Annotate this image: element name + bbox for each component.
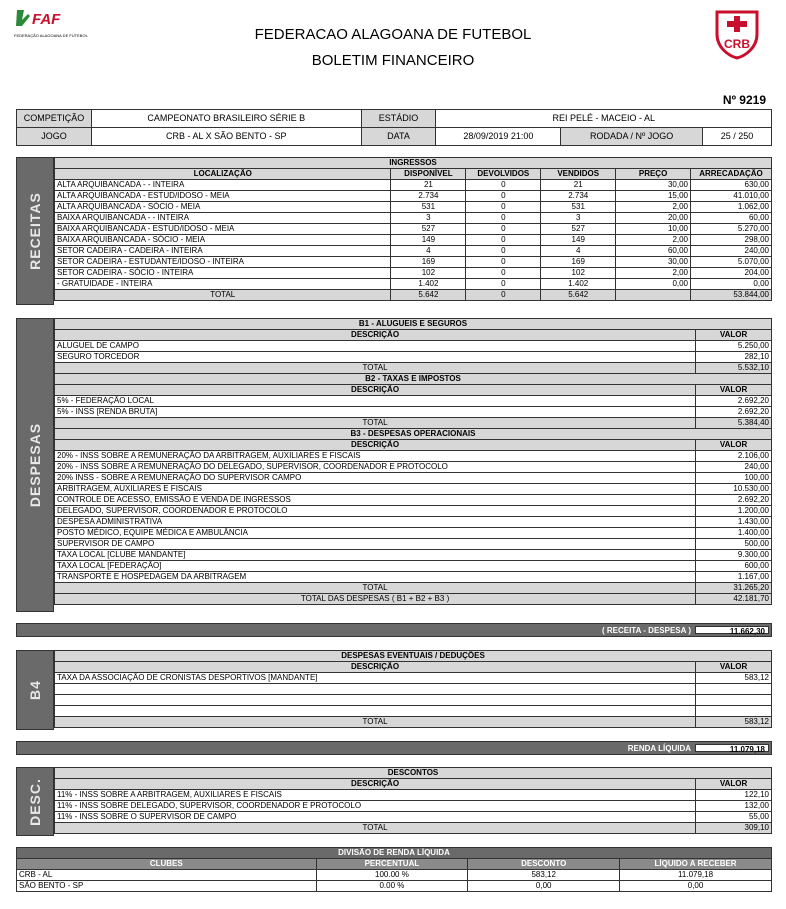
saldo-value: 11.662,30	[695, 626, 769, 634]
receitas-cell: BAIXA ARQUIBANCADA - - INTEIRA	[55, 213, 391, 224]
renda-liquida-value: 11.079,18	[695, 744, 769, 752]
bulletin-number: Nº 9219	[722, 93, 766, 107]
receitas-total-cell: 5.642	[391, 290, 466, 301]
desconto-descricao: 11% - INSS SOBRE DELEGADO, SUPERVISOR, COORDENADOR E PROTOCOLO	[55, 801, 696, 812]
b4-valor	[696, 684, 772, 695]
receitas-cell: 0	[466, 191, 541, 202]
despesa-descricao: 5% - INSS [RENDA BRUTA]	[55, 407, 696, 418]
receitas-cell: 2,00	[616, 268, 691, 279]
total-label: TOTAL	[55, 418, 696, 429]
despesa-descricao: CONTROLE DE ACESSO, EMISSÃO E VENDA DE INGRESSOS	[55, 495, 696, 506]
total-value: 309,10	[696, 823, 772, 834]
receitas-row	[55, 191, 772, 202]
jogo-label: JOGO	[17, 128, 92, 146]
total-value: 5.532,10	[696, 363, 772, 374]
despesa-valor: 5.250,00	[696, 341, 772, 352]
divisao-cell: 0,00	[620, 881, 772, 892]
receitas-cell: 2.734	[391, 191, 466, 202]
descontos-title: DESCONTOS	[55, 768, 772, 779]
despesas-table	[54, 318, 772, 605]
descontos-table	[54, 767, 772, 834]
despesas-b3-total-row	[55, 583, 772, 594]
crb-crest-icon	[713, 8, 761, 60]
receitas-cell: 1.062,00	[691, 202, 772, 213]
valor-header: VALOR	[696, 779, 772, 790]
receitas-cell: 527	[391, 224, 466, 235]
receitas-cell: 30,00	[616, 257, 691, 268]
receitas-cell: 0	[466, 279, 541, 290]
b4-valor: 583,12	[696, 673, 772, 684]
rodada-value: 25 / 250	[703, 128, 772, 146]
jogo-value: CRB - AL X SÃO BENTO - SP	[91, 128, 361, 146]
saldo-bar	[16, 623, 772, 637]
total-value: 5.384,40	[696, 418, 772, 429]
total-label: TOTAL	[55, 823, 696, 834]
receitas-cell: 0,00	[691, 279, 772, 290]
despesas-b1-title: B1 - ALUGUEIS E SEGUROS	[55, 319, 772, 330]
receitas-col-header: VENDIDOS	[541, 169, 616, 180]
despesa-valor: 1.200,00	[696, 506, 772, 517]
b4-descricao	[55, 684, 696, 695]
receitas-cell: 60,00	[691, 213, 772, 224]
b4-valor	[696, 706, 772, 717]
receitas-col-header: DEVOLVIDOS	[466, 169, 541, 180]
receitas-col-header: ARRECADAÇÃO	[691, 169, 772, 180]
receitas-cell: 2.734	[541, 191, 616, 202]
b4-table	[54, 650, 772, 728]
despesa-descricao: ARBITRAGEM, AUXILIARES E FISCAIS	[55, 484, 696, 495]
total-label: TOTAL	[55, 583, 696, 594]
despesas-b3-header-row	[55, 440, 772, 451]
receitas-cell: 2,00	[616, 235, 691, 246]
receitas-cell: BAIXA ARQUIBANCADA - SÓCIO - MEIA	[55, 235, 391, 246]
b4-row	[55, 673, 772, 684]
page-title: FEDERACAO ALAGOANA DE FUTEBOL	[254, 26, 532, 43]
receitas-cell: 531	[391, 202, 466, 213]
receitas-cell: 5.070,00	[691, 257, 772, 268]
receitas-cell: 0,00	[616, 279, 691, 290]
despesas-b1-total-row	[55, 363, 772, 374]
receitas-cell: 60,00	[616, 246, 691, 257]
receitas-cell: 41.010,00	[691, 191, 772, 202]
despesas-b2-header-row	[55, 385, 772, 396]
divisao-cell: SÃO BENTO - SP	[17, 881, 317, 892]
despesa-valor: 1.167,00	[696, 572, 772, 583]
despesa-valor: 600,00	[696, 561, 772, 572]
despesas-b3-row	[55, 572, 772, 583]
despesas-b3-row	[55, 484, 772, 495]
b4-side-label: B4	[16, 650, 54, 730]
logo-text: FAF	[32, 11, 61, 28]
receitas-cell: SETOR CADEIRA - CADEIRA - INTEIRA	[55, 246, 391, 257]
receitas-cell: 149	[391, 235, 466, 246]
estadio-value: REI PELÉ - MACEIO - AL	[436, 110, 772, 128]
receitas-cell: 0	[466, 246, 541, 257]
divisao-cell: 0,00	[468, 881, 620, 892]
descontos-row	[55, 801, 772, 812]
despesa-valor: 1.430,00	[696, 517, 772, 528]
receitas-title: INGRESSOS	[55, 158, 772, 169]
despesa-valor: 9.300,00	[696, 550, 772, 561]
b4-title: DESPESAS EVENTUAIS / DEDUÇÕES	[55, 651, 772, 662]
receitas-cell: 149	[541, 235, 616, 246]
despesa-descricao: DELEGADO, SUPERVISOR, COORDENADOR E PROTOCOLO	[55, 506, 696, 517]
saldo-label: ( RECEITA - DESPESA )	[601, 626, 691, 635]
receitas-row	[55, 224, 772, 235]
descricao-header: DESCRIÇÃO	[55, 440, 696, 451]
receitas-cell: 10,00	[616, 224, 691, 235]
divisao-cell: 0.00 %	[316, 881, 468, 892]
receitas-cell: 0	[466, 202, 541, 213]
renda-liquida-label: RENDA LÍQUIDA	[627, 744, 691, 753]
descontos-row	[55, 790, 772, 801]
receitas-cell: 204,00	[691, 268, 772, 279]
receitas-cell: 4	[541, 246, 616, 257]
valor-header: VALOR	[696, 330, 772, 341]
receitas-cell: 20,00	[616, 213, 691, 224]
receitas-cell: 102	[541, 268, 616, 279]
divisao-col-header: CLUBES	[17, 859, 317, 870]
receitas-cell: 30,00	[616, 180, 691, 191]
despesa-descricao: TAXA LOCAL [CLUBE MANDANTE]	[55, 550, 696, 561]
b4-descricao: TAXA DA ASSOCIAÇÃO DE CRONISTAS DESPORTIVOS [MANDANTE]	[55, 673, 696, 684]
despesa-descricao: 20% - INSS SOBRE A REMUNERAÇÃO DA ARBITRAGEM, AUXILIARES E FISCAIS	[55, 451, 696, 462]
data-label: DATA	[361, 128, 436, 146]
descontos-total-row	[55, 823, 772, 834]
despesas-b2-row	[55, 407, 772, 418]
despesa-descricao: 20% INSS - SOBRE A REMUNERAÇÃO DO SUPERVISOR CAMPO	[55, 473, 696, 484]
descricao-header: DESCRIÇÃO	[55, 779, 696, 790]
receitas-row	[55, 268, 772, 279]
receitas-row	[55, 257, 772, 268]
despesas-side-label: DESPESAS	[16, 318, 54, 612]
despesas-b2-total-row	[55, 418, 772, 429]
despesa-descricao: SEGURO TORCEDOR	[55, 352, 696, 363]
desconto-descricao: 11% - INSS SOBRE A ARBITRAGEM, AUXILIARES E FISCAIS	[55, 790, 696, 801]
receitas-table	[54, 157, 772, 301]
despesas-b1-row	[55, 352, 772, 363]
b4-descricao	[55, 695, 696, 706]
receitas-cell: BAIXA ARQUIBANCADA - ESTUD/IDOSO - MEIA	[55, 224, 391, 235]
despesas-b2-title: B2 - TAXAS E IMPOSTOS	[55, 374, 772, 385]
despesas-b2-title-row	[55, 374, 772, 385]
receitas-cell: 0	[466, 268, 541, 279]
despesas-b1-row	[55, 341, 772, 352]
despesa-valor: 1.400,00	[696, 528, 772, 539]
receitas-cell: - GRATUIDADE - INTEIRA	[55, 279, 391, 290]
receitas-cell: 3	[541, 213, 616, 224]
receitas-cell: 0	[466, 180, 541, 191]
receitas-row	[55, 202, 772, 213]
receitas-cell: 630,00	[691, 180, 772, 191]
receitas-cell: 15,00	[616, 191, 691, 202]
b4-total-row	[55, 717, 772, 728]
receitas-cell: 1.402	[541, 279, 616, 290]
despesas-b3-row	[55, 451, 772, 462]
receitas-total-cell: 5.642	[541, 290, 616, 301]
receitas-cell: 1.402	[391, 279, 466, 290]
divisao-cell: 583,12	[468, 870, 620, 881]
receitas-cell: ALTA ARQUIBANCADA - ESTUD/IDOSO - MEIA	[55, 191, 391, 202]
divisao-table	[16, 847, 772, 892]
despesas-b3-row	[55, 495, 772, 506]
despesa-valor: 2.692,20	[696, 407, 772, 418]
receitas-cell: 21	[541, 180, 616, 191]
receitas-header-row	[55, 169, 772, 180]
total-value: 31.265,20	[696, 583, 772, 594]
valor-header: VALOR	[696, 385, 772, 396]
despesas-b3-row	[55, 517, 772, 528]
receitas-cell: ALTA ARQUIBANCADA - SÓCIO - MEIA	[55, 202, 391, 213]
receitas-cell: 0	[466, 257, 541, 268]
despesa-descricao: 20% - INSS SOBRE A REMUNERAÇÃO DO DELEGADO, SUPERVISOR, COORDENADOR E PROTOCOLO	[55, 462, 696, 473]
divisao-title: DIVISÃO DE RENDA LÍQUIDA	[17, 848, 772, 859]
b4-descricao	[55, 706, 696, 717]
b4-row	[55, 695, 772, 706]
despesa-valor: 282,10	[696, 352, 772, 363]
despesa-valor: 10.530,00	[696, 484, 772, 495]
receitas-row	[55, 279, 772, 290]
total-value: 583,12	[696, 717, 772, 728]
receitas-cell: 0	[466, 235, 541, 246]
despesa-descricao: POSTO MÉDICO, EQUIPE MÉDICA E AMBULÂNCIA	[55, 528, 696, 539]
crest-text: CRB	[724, 37, 750, 51]
grand-total-label: TOTAL DAS DESPESAS ( B1 + B2 + B3 )	[55, 594, 696, 605]
divisao-col-header: DESCONTO	[468, 859, 620, 870]
receitas-side-label: RECEITAS	[16, 157, 54, 305]
despesas-b3-title: B3 - DESPESAS OPERACIONAIS	[55, 429, 772, 440]
receitas-cell: 3	[391, 213, 466, 224]
valor-header: VALOR	[696, 662, 772, 673]
descricao-header: DESCRIÇÃO	[55, 330, 696, 341]
receitas-cell: SETOR CADEIRA - ESTUDANTE/IDOSO - INTEIRA	[55, 257, 391, 268]
receitas-cell: SETOR CADEIRA - SÓCIO - INTEIRA	[55, 268, 391, 279]
b4-row	[55, 706, 772, 717]
receitas-cell: 0	[466, 224, 541, 235]
divisao-title-row	[17, 848, 772, 859]
despesas-b3-row	[55, 561, 772, 572]
despesas-b3-row	[55, 473, 772, 484]
descricao-header: DESCRIÇÃO	[55, 385, 696, 396]
despesas-b3-row	[55, 550, 772, 561]
grand-total-value: 42.181,70	[696, 594, 772, 605]
receitas-cell: 0	[466, 213, 541, 224]
despesa-valor: 2.106,00	[696, 451, 772, 462]
despesa-descricao: SUPERVISOR DE CAMPO	[55, 539, 696, 550]
despesas-b2-row	[55, 396, 772, 407]
divisao-cell: 11.079,18	[620, 870, 772, 881]
descontos-header-row	[55, 779, 772, 790]
despesas-b1-header-row	[55, 330, 772, 341]
receitas-cell: 169	[391, 257, 466, 268]
receitas-col-header: PREÇO	[616, 169, 691, 180]
receitas-row	[55, 246, 772, 257]
receitas-row	[55, 235, 772, 246]
descontos-title-row	[55, 768, 772, 779]
desconto-valor: 122,10	[696, 790, 772, 801]
despesa-valor: 500,00	[696, 539, 772, 550]
match-info-table	[16, 109, 772, 146]
receitas-cell: 2,00	[616, 202, 691, 213]
b4-header-row	[55, 662, 772, 673]
competicao-value: CAMPEONATO BRASILEIRO SÉRIE B	[91, 110, 361, 128]
despesa-valor: 240,00	[696, 462, 772, 473]
logo-subtext: FEDERAÇÃO ALAGOANA DE FUTEBOL	[14, 33, 88, 38]
despesa-valor: 2.692,20	[696, 396, 772, 407]
desconto-descricao: 11% - INSS SOBRE O SUPERVISOR DE CAMPO	[55, 812, 696, 823]
b4-title-row	[55, 651, 772, 662]
total-label: TOTAL	[55, 717, 696, 728]
divisao-row	[17, 881, 772, 892]
divisao-col-header: PERCENTUAL	[316, 859, 468, 870]
data-value: 28/09/2019 21:00	[436, 128, 561, 146]
page-subtitle: BOLETIM FINANCEIRO	[311, 52, 475, 69]
despesa-descricao: 5% - FEDERAÇÃO LOCAL	[55, 396, 696, 407]
receitas-total-cell	[616, 290, 691, 301]
receitas-cell: 527	[541, 224, 616, 235]
despesa-descricao: ALUGUEL DE CAMPO	[55, 341, 696, 352]
b4-valor	[696, 695, 772, 706]
receitas-cell: 298,00	[691, 235, 772, 246]
despesas-b1-title-row	[55, 319, 772, 330]
desconto-valor: 55,00	[696, 812, 772, 823]
divisao-header-row	[17, 859, 772, 870]
valor-header: VALOR	[696, 440, 772, 451]
receitas-total-cell: TOTAL	[55, 290, 391, 301]
receitas-cell: 5.270,00	[691, 224, 772, 235]
despesas-grand-total-row	[55, 594, 772, 605]
despesa-descricao: DESPESA ADMINISTRATIVA	[55, 517, 696, 528]
divisao-cell: 100.00 %	[316, 870, 468, 881]
total-label: TOTAL	[55, 363, 696, 374]
receitas-cell: ALTA ARQUIBANCADA - - INTEIRA	[55, 180, 391, 191]
desc-side-label: DESC.	[16, 767, 54, 836]
despesa-descricao: TAXA LOCAL [FEDERAÇÃO]	[55, 561, 696, 572]
competicao-label: COMPETIÇÃO	[17, 110, 92, 128]
despesas-b3-row	[55, 528, 772, 539]
receitas-total-cell: 53.844,00	[691, 290, 772, 301]
divisao-cell: CRB - AL	[17, 870, 317, 881]
renda-liquida-bar	[16, 741, 772, 755]
receitas-cell: 4	[391, 246, 466, 257]
receitas-col-header: LOCALIZAÇÃO	[55, 169, 391, 180]
receitas-row	[55, 180, 772, 191]
b4-row	[55, 684, 772, 695]
receitas-total-row	[55, 290, 772, 301]
despesas-b3-row	[55, 539, 772, 550]
despesas-b3-title-row	[55, 429, 772, 440]
divisao-row	[17, 870, 772, 881]
receitas-cell: 240,00	[691, 246, 772, 257]
receitas-col-header: DISPONÍVEL	[391, 169, 466, 180]
desconto-valor: 132,00	[696, 801, 772, 812]
receitas-cell: 102	[391, 268, 466, 279]
descontos-row	[55, 812, 772, 823]
receitas-total-cell: 0	[466, 290, 541, 301]
despesas-b3-row	[55, 462, 772, 473]
despesas-b3-row	[55, 506, 772, 517]
divisao-col-header: LÍQUIDO A RECEBER	[620, 859, 772, 870]
despesa-valor: 100,00	[696, 473, 772, 484]
receitas-cell: 169	[541, 257, 616, 268]
rodada-label: RODADA / Nº JOGO	[561, 128, 703, 146]
despesa-valor: 2.692,20	[696, 495, 772, 506]
descricao-header: DESCRIÇÃO	[55, 662, 696, 673]
receitas-row	[55, 213, 772, 224]
receitas-cell: 21	[391, 180, 466, 191]
receitas-cell: 531	[541, 202, 616, 213]
estadio-label: ESTÁDIO	[361, 110, 436, 128]
despesa-descricao: TRANSPORTE E HOSPEDAGEM DA ARBITRAGEM	[55, 572, 696, 583]
crb-crest	[713, 8, 761, 60]
